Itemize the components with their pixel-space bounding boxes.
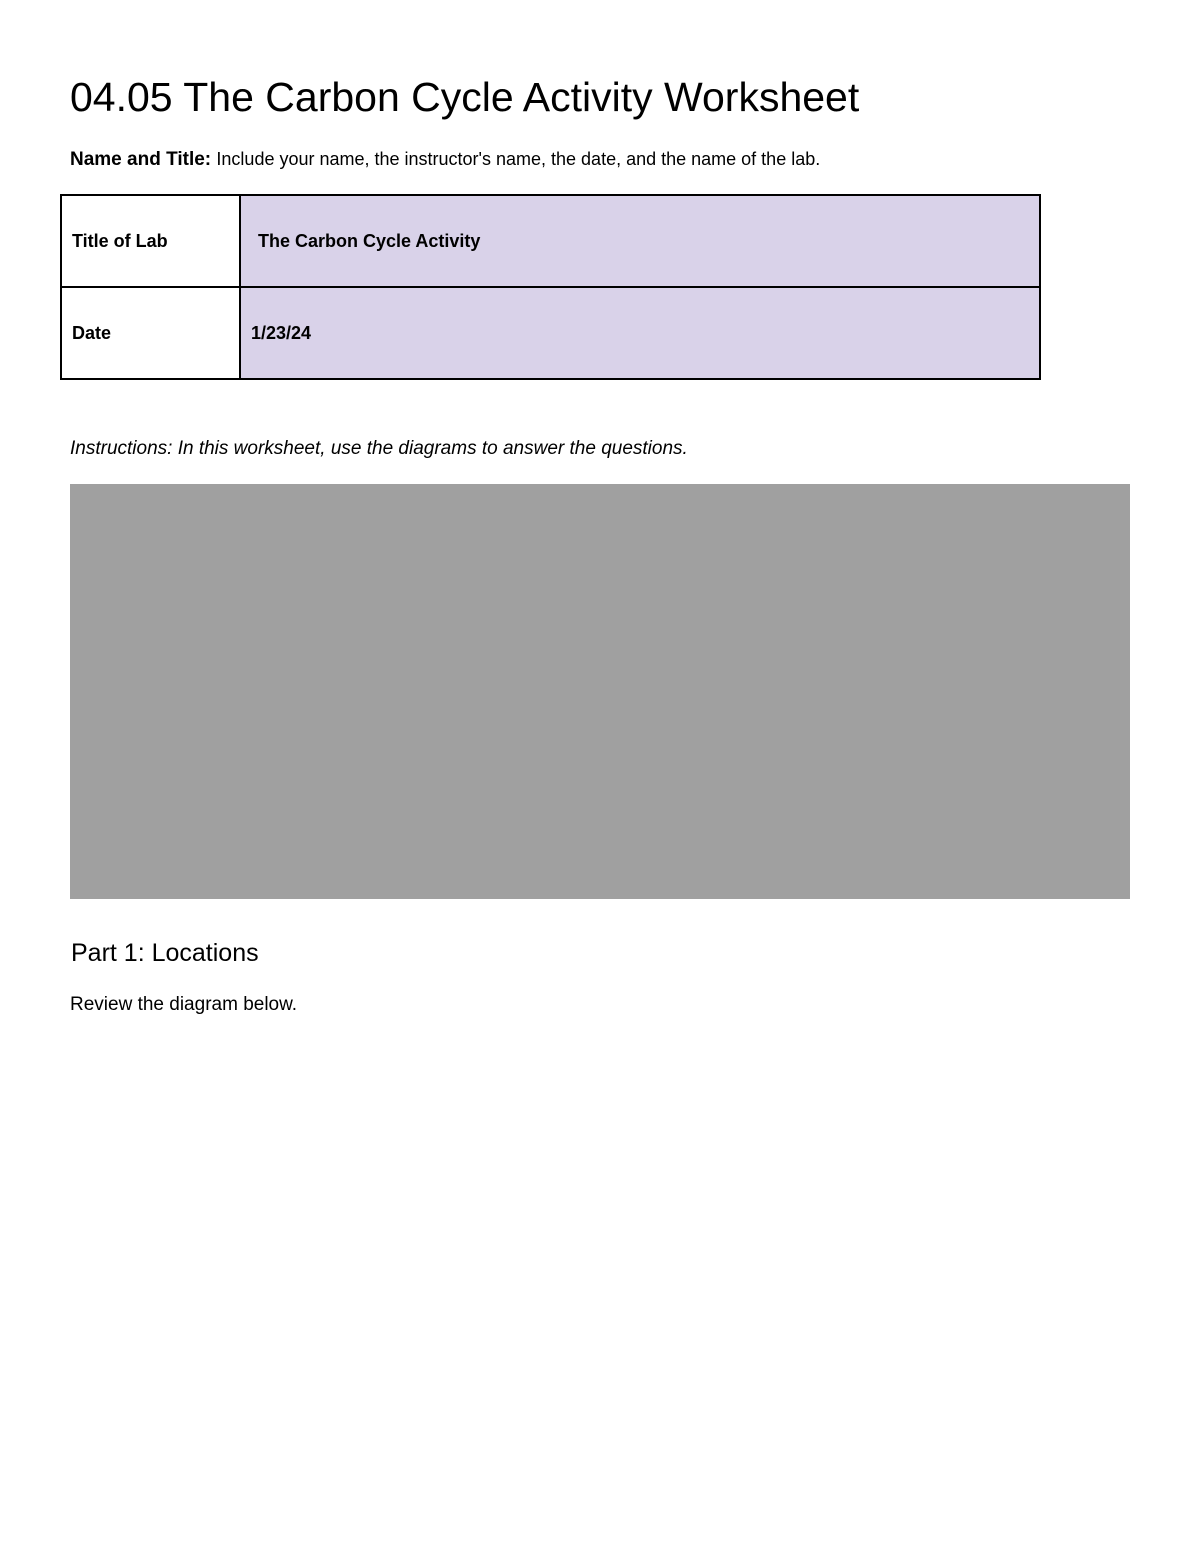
table-row-date [61,287,1040,379]
name-and-title-label: Name and Title: [70,149,212,170]
part-1-text: Review the diagram below. [70,994,298,1015]
date-value[interactable]: 1/23/24 [240,287,1040,379]
title-of-lab-value[interactable]: The Carbon Cycle Activity [240,195,1040,287]
diagram-image-placeholder [70,484,1130,899]
name-and-title-description: Include your name, the instructor's name, the date, and the name of the lab. [216,149,821,169]
part-1-heading: Part 1: Locations [71,939,259,967]
title-of-lab-label: Title of Lab [61,195,240,287]
instructions-text: Instructions: In this worksheet, use the diagrams to answer the questions. [70,438,688,459]
lab-info-table [60,194,1041,380]
table-row-title-of-lab [61,195,1040,287]
date-label: Date [61,287,240,379]
name-and-title-line [70,146,820,173]
document-title: 04.05 The Carbon Cycle Activity Worksheet [70,74,860,120]
